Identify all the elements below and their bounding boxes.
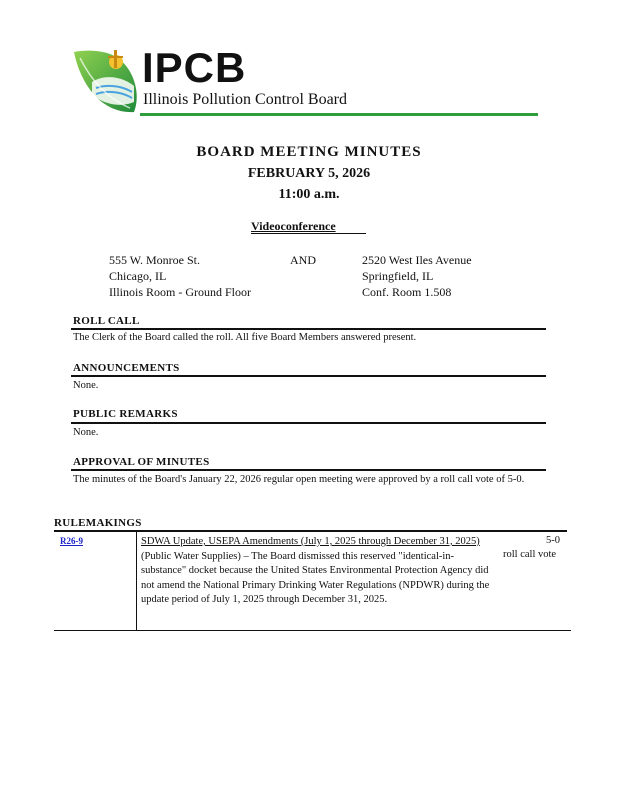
address-line: Chicago, IL (109, 269, 167, 283)
table-top-rule (54, 530, 567, 532)
rulemaking-summary: (Public Water Supplies) – The Board dismissed this reserved "identical-in-substance" docket because the United States Environmental Protection Agency did not amend the National Primary Drinking Water Regulations (NPDWR) during the update period of July 1, 2025 through December 31, 2025. (141, 550, 490, 605)
venue-underline (251, 233, 366, 234)
table-column-divider (136, 532, 137, 630)
section-rule (71, 375, 546, 377)
section-heading-roll-call: ROLL CALL (73, 315, 140, 327)
address-line: Illinois Room - Ground Floor (109, 285, 252, 299)
document-title: BOARD MEETING MINUTES (196, 144, 422, 160)
address-chicago (109, 252, 251, 300)
rulemaking-title: SDWA Update, USEPA Amendments (July 1, 2025 through December 31, 2025) (141, 536, 480, 547)
section-rule (71, 469, 546, 471)
section-rule (71, 422, 546, 424)
address-springfield (362, 252, 472, 300)
section-heading-rulemakings: RULEMAKINGS (54, 517, 142, 529)
section-body-public-remarks: None. (73, 427, 99, 438)
section-body-announcements: None. (73, 380, 99, 391)
section-heading-approval-of-minutes: APPROVAL OF MINUTES (73, 456, 210, 468)
venue-label: Videoconference (251, 219, 336, 233)
ipcb-logo-leaf-icon (70, 42, 144, 118)
address-line: 555 W. Monroe St. (109, 253, 201, 267)
logo-wordmark: IPCB (142, 44, 247, 91)
section-body-approval-of-minutes: The minutes of the Board's January 22, 2026 regular open meeting were approved by a roll call vote of 5-0. (73, 474, 525, 485)
header-rule (140, 113, 538, 116)
org-name: Illinois Pollution Control Board (143, 91, 348, 108)
vote-count: 5-0 (546, 535, 560, 546)
meeting-date: FEBRUARY 5, 2026 (247, 166, 371, 181)
vote-type: roll call vote (503, 549, 557, 560)
docket-link[interactable]: R26-9 (60, 536, 83, 546)
section-heading-public-remarks: PUBLIC REMARKS (73, 408, 178, 420)
address-line: Springfield, IL (362, 269, 434, 283)
address-line: Conf. Room 1.508 (362, 285, 452, 299)
section-body-roll-call: The Clerk of the Board called the roll. All five Board Members answered present. (73, 332, 417, 343)
table-bottom-rule (54, 630, 571, 631)
address-line: 2520 West Iles Avenue (362, 253, 472, 267)
meeting-time: 11:00 a.m. (278, 187, 340, 202)
section-rule (71, 328, 546, 330)
address-and: AND (290, 253, 316, 267)
section-heading-announcements: ANNOUNCEMENTS (73, 362, 180, 374)
rulemaking-description (141, 535, 491, 608)
